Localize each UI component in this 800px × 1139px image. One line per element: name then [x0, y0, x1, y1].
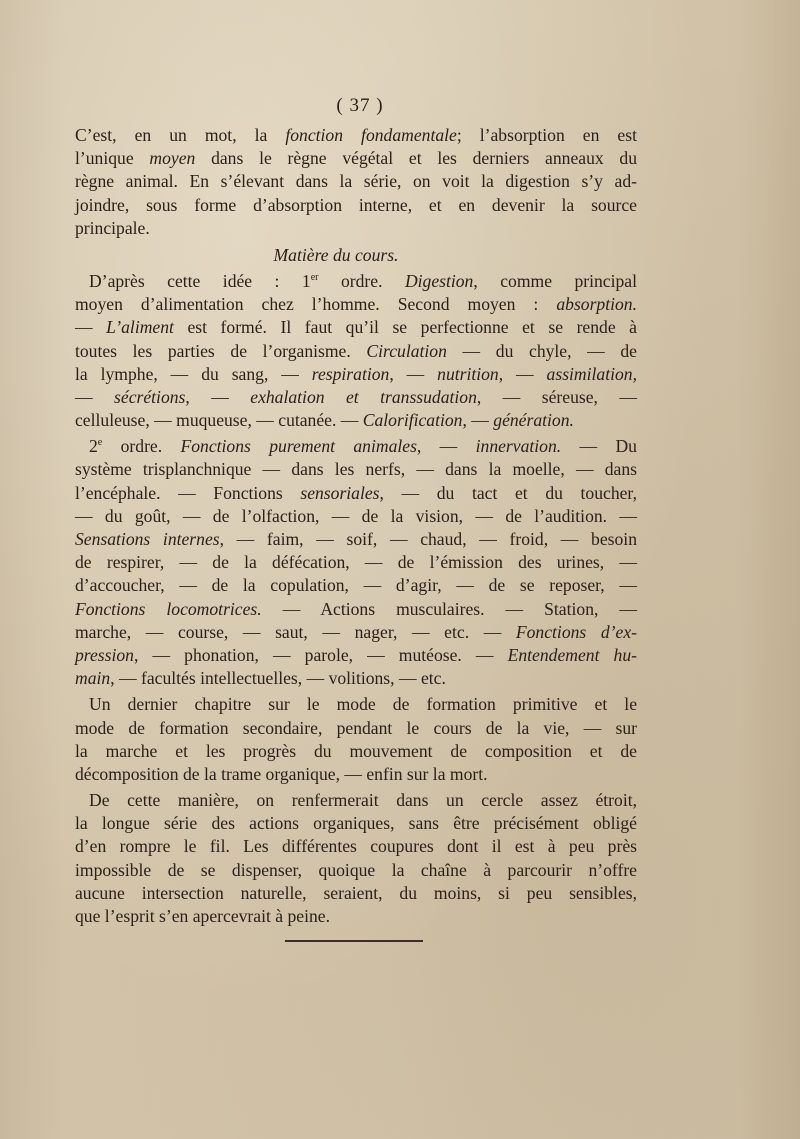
paragraph-3 — [75, 435, 637, 690]
page-number: ( 37 ) — [336, 95, 384, 116]
text-line — [75, 693, 637, 716]
italic-run: fonction fondamentale — [285, 125, 457, 145]
text-line — [75, 763, 637, 786]
text-run: ordre. — [318, 270, 405, 291]
text-line — [75, 528, 637, 551]
italic-run: Calorification — [362, 410, 463, 431]
text-run: d’en rompre le fil. Les différentes coupures dont il est à peu près — [75, 836, 637, 857]
text-run: ordre. — [102, 436, 181, 457]
text-line — [75, 505, 637, 528]
text-line — [75, 717, 637, 740]
text-run: De cette manière, on renfermerait dans un cercle assez étroit, — [89, 790, 637, 811]
italic-run: respiration — [311, 363, 390, 384]
text-run: , — — [416, 436, 476, 457]
text-line — [75, 363, 637, 386]
text-run: — Du — [561, 436, 637, 457]
text-run: 2 — [89, 436, 98, 457]
text-line — [75, 621, 637, 644]
italic-run: assimilation, — [546, 363, 637, 384]
text-run: , — séreuse, — — [476, 386, 637, 407]
text-run: Un dernier chapitre sur le mode de formation primitive et le — [89, 694, 637, 715]
text-run: , — facultés intellectuelles, — volitions, — etc. — [110, 668, 446, 689]
italic-run: Sensations internes — [75, 529, 220, 549]
text-run: marche, — course, — saut, — nager, — etc. — — [75, 621, 516, 642]
text-line — [75, 194, 637, 217]
superscript: e — [97, 437, 103, 449]
text-run: moyen d’alimentation chez l’homme. Second moyen : — [75, 294, 557, 315]
italic-run: pression — [75, 644, 134, 665]
text-line — [75, 316, 637, 339]
text-run: aucune intersection naturelle, seraient, du moins, si peu sensibles, — [75, 882, 637, 903]
paragraph-4 — [75, 693, 637, 786]
italic-run: nutrition — [437, 363, 499, 384]
italic-run: sensoriales — [300, 482, 380, 503]
text-line — [75, 458, 637, 481]
italic-run: innervation. — [475, 436, 562, 457]
text-line — [75, 574, 637, 597]
text-run: toutes les parties de l’organisme. — [75, 340, 367, 361]
text-line — [75, 435, 637, 458]
text-run: de respirer, — de la défécation, — de l’émission des urines, — — [75, 552, 637, 573]
body-text — [75, 124, 637, 928]
italic-run: absorption. — [556, 294, 637, 315]
superscript: er — [310, 271, 319, 283]
section-heading: Matière du cours. — [273, 244, 399, 265]
paragraph-1 — [75, 124, 637, 240]
italic-run: exhalation et transsudation — [250, 386, 477, 407]
text-run: impossible de se dispenser, quoique la chaîne à parcourir n’offre — [75, 859, 637, 880]
italic-run: Fonctions d’ex- — [515, 621, 637, 642]
text-run: que l’esprit s’en apercevrait à peine. — [75, 906, 330, 926]
italic-run: Fonctions purement animales — [180, 436, 417, 457]
text-run: mode de formation secondaire, pendant le cours de la vie, — sur — [75, 717, 637, 738]
text-run: — — [75, 386, 115, 407]
text-line — [75, 598, 637, 621]
text-run: est formé. Il faut qu’il se perfectionne et se rende à — [173, 317, 637, 338]
text-line — [75, 667, 637, 690]
italic-run: moyen — [149, 148, 196, 169]
text-line — [75, 340, 637, 363]
text-run: — du chyle, — de — [446, 340, 637, 361]
text-line — [75, 293, 637, 316]
paragraph-5 — [75, 789, 637, 928]
text-run: l’unique — [75, 148, 150, 169]
text-line — [75, 859, 637, 882]
text-run: celluleuse, — muqueuse, — cutanée. — — [75, 410, 363, 431]
text-run: la longue série des actions organiques, sans être précisément obligé — [75, 813, 637, 834]
italic-run: Digestion — [404, 270, 474, 291]
text-line — [75, 905, 637, 928]
text-run: règne animal. En s’élevant dans la série, on voit la digestion s’y ad- — [75, 171, 637, 192]
closing-rule — [285, 940, 423, 942]
text-line — [75, 644, 637, 667]
text-run: dans le règne végétal et les derniers anneaux du — [195, 148, 638, 169]
text-line — [75, 409, 637, 432]
text-run: , — — [389, 363, 438, 384]
text-line — [75, 170, 637, 193]
text-run: — du goût, — de l’olfaction, — de la vision, — de l’audition. — — [75, 505, 637, 526]
text-run: joindre, sous forme d’absorption interne, et en devenir la source — [75, 194, 637, 215]
text-run: ; l’absorption en est — [456, 125, 637, 145]
text-run: , — faim, — soif, — chaud, — froid, — besoin — [219, 529, 637, 549]
text-run: , — — [498, 363, 547, 384]
paragraph-2 — [75, 270, 637, 432]
text-line — [75, 270, 637, 293]
text-line — [75, 147, 637, 170]
text-run: la marche et les progrès du mouvement de composition et de — [75, 740, 637, 761]
text-run: , — — [462, 410, 494, 431]
text-line — [75, 386, 637, 409]
text-run: — Actions musculaires. — Station, — — [261, 598, 637, 619]
text-run: D’après cette idée : 1 — [89, 270, 311, 291]
italic-run: main — [75, 668, 111, 689]
italic-run: génération. — [493, 410, 574, 431]
text-run: décomposition de la trame organique, — enfin sur la mort. — [75, 763, 488, 784]
text-run: , — — [185, 386, 251, 407]
text-run: l’encéphale. — Fonctions — [75, 482, 301, 503]
text-line — [75, 835, 637, 858]
text-line — [75, 551, 637, 574]
text-run: système trisplanchnique — dans les nerfs, — dans la moelle, — dans — [75, 459, 637, 480]
text-run: , — phonation, — parole, — mutéose. — — [133, 644, 508, 665]
italic-run: Fonctions locomotrices. — [75, 598, 262, 619]
text-line — [75, 740, 637, 763]
text-run: la lymphe, — du sang, — — [75, 363, 312, 384]
italic-run: sécrétions — [114, 386, 186, 407]
text-line — [75, 812, 637, 835]
text-run: d’accoucher, — de la copulation, — d’agir, — de se reposer, — — [75, 575, 637, 596]
italic-run: Entendement hu- — [507, 644, 637, 665]
text-run: principale. — [75, 217, 150, 238]
text-line — [75, 124, 637, 147]
text-line — [75, 882, 637, 905]
text-line — [75, 789, 637, 812]
text-line — [75, 482, 637, 505]
text-run: , comme principal — [473, 270, 637, 291]
italic-run: Circulation — [366, 340, 447, 361]
text-line — [75, 217, 637, 240]
text-run: , — du tact et du toucher, — [379, 482, 637, 503]
text-run: — — [75, 317, 107, 338]
italic-run: L’aliment — [106, 317, 174, 338]
text-run: C’est, en un mot, la — [75, 125, 286, 145]
